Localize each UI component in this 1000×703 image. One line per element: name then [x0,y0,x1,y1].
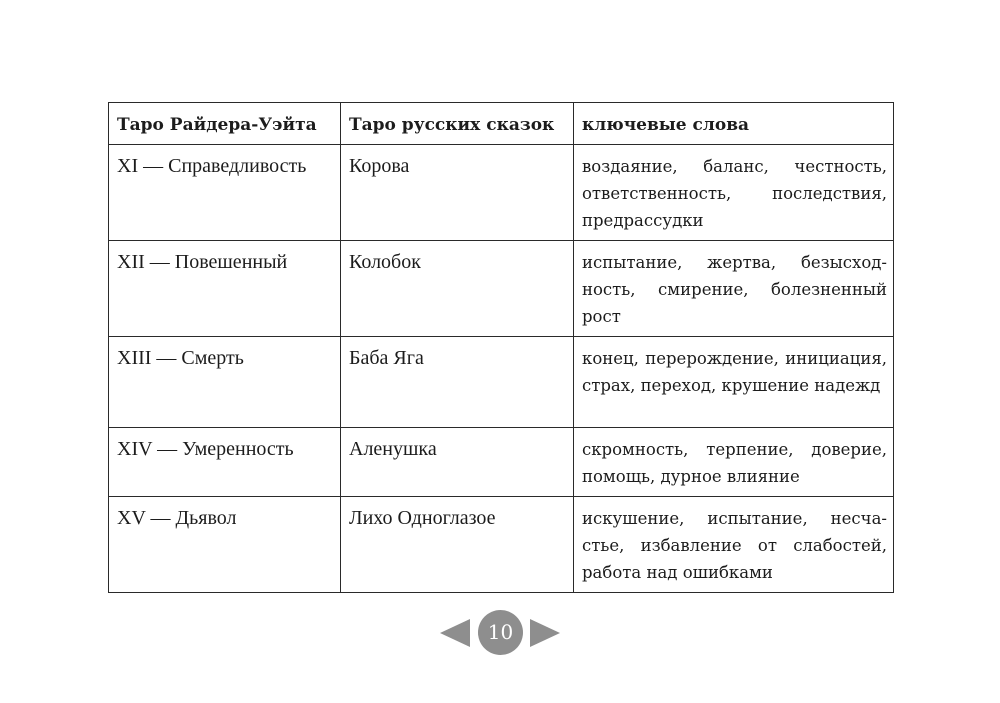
card-name-cell: XIV — Умеренность [109,428,341,497]
card-name-cell: XIII — Смерть [109,337,341,428]
card-name-cell: XII — Повешенный [109,241,341,337]
table-row [109,428,894,497]
card-name-cell: XV — Дьявол [109,497,341,593]
fairy-tale-cell: Лихо Одноглазое [341,497,574,593]
header-russian-fairy-tales: Таро русских сказок [341,103,574,145]
table-row [109,497,894,593]
table-row [109,241,894,337]
tarot-correspondence-table [108,102,894,593]
keywords-cell: воздаяние, баланс, честность, ответственность, последствия, предрассудки [574,145,894,241]
keywords-cell: искушение, испытание, несчастье, избавление от слабостей, работа над ошибками [574,497,894,593]
triangle-right-icon[interactable] [530,619,560,647]
header-rider-waite: Таро Райдера-Уэйта [109,103,341,145]
card-name-cell: XI — Справедливость [109,145,341,241]
header-keywords: ключевые слова [574,103,894,145]
page-navigation [0,610,1000,656]
table-header-row [109,103,894,145]
table-row [109,145,894,241]
page-number: 10 [478,610,523,655]
keywords-cell: скромность, терпение, доверие, помощь, дурное влияние [574,428,894,497]
fairy-tale-cell: Корова [341,145,574,241]
fairy-tale-cell: Баба Яга [341,337,574,428]
keywords-cell: испытание, жертва, безысходность, смирение, болезненный рост [574,241,894,337]
keywords-cell: конец, перерождение, инициация, страх, переход, крушение надежд [574,337,894,428]
triangle-left-icon[interactable] [440,619,470,647]
table-row [109,337,894,428]
fairy-tale-cell: Аленушка [341,428,574,497]
fairy-tale-cell: Колобок [341,241,574,337]
